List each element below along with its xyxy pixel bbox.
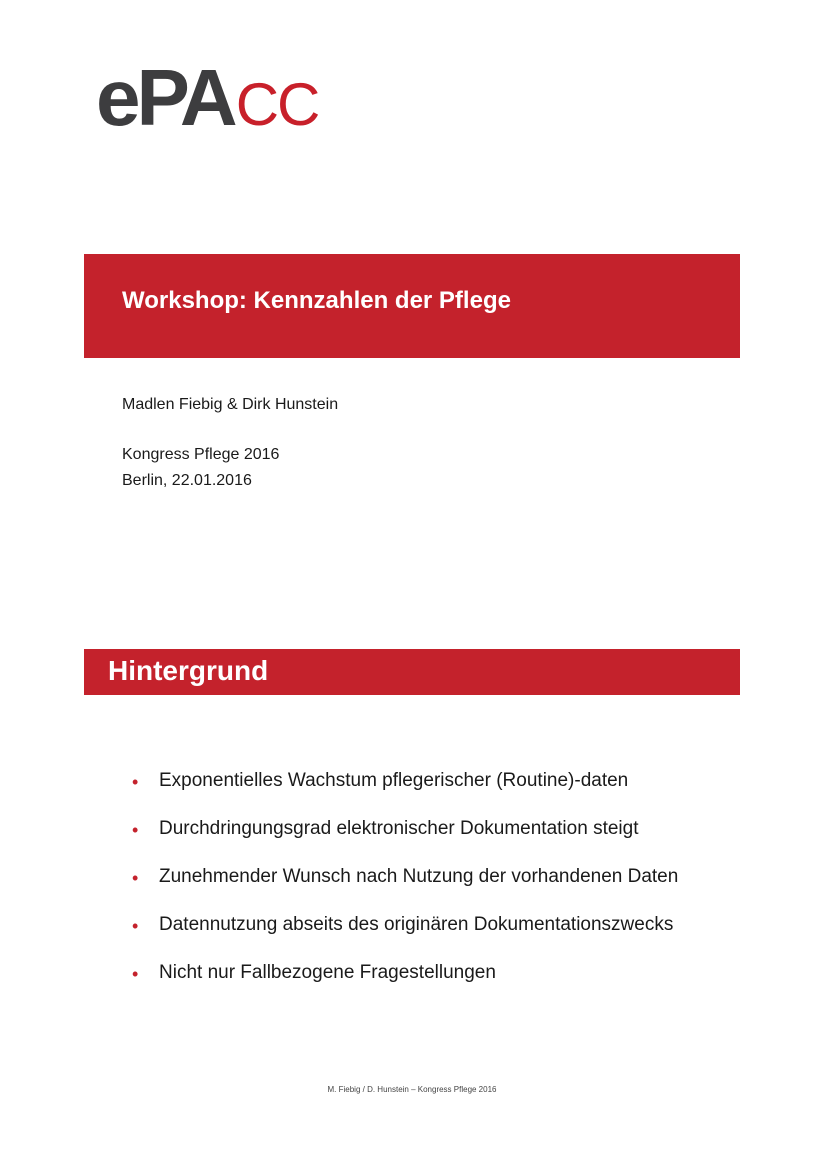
bullet-text: Datennutzung abseits des originären Dokumentationszwecks bbox=[159, 914, 674, 935]
bullet-text: Exponentielles Wachstum pflegerischer (Routine)-daten bbox=[159, 770, 629, 791]
section-band bbox=[84, 649, 740, 695]
authors: Madlen Fiebig & Dirk Hunstein bbox=[122, 396, 339, 413]
event-name: Kongress Pflege 2016 bbox=[122, 446, 280, 463]
bullet-icon: • bbox=[132, 964, 139, 984]
epacc-logo bbox=[96, 53, 319, 142]
place-date: Berlin, 22.01.2016 bbox=[122, 472, 252, 489]
bullet-icon: • bbox=[132, 868, 139, 888]
bullet-icon: • bbox=[132, 916, 139, 936]
section-heading: Hintergrund bbox=[108, 655, 269, 686]
page-footer: M. Fiebig / D. Hunstein – Kongress Pflege 2016 bbox=[327, 1085, 497, 1094]
bullet-icon: • bbox=[132, 772, 139, 792]
bullet-icon: • bbox=[132, 820, 139, 840]
bullet-text: Durchdringungsgrad elektronischer Dokumentation steigt bbox=[159, 818, 639, 839]
bullet-text: Zunehmender Wunsch nach Nutzung der vorhandenen Daten bbox=[159, 866, 679, 887]
title-band bbox=[84, 254, 740, 358]
page-title: Workshop: Kennzahlen der Pflege bbox=[122, 287, 511, 314]
logo-main-text: ePA bbox=[96, 53, 234, 142]
bullet-text: Nicht nur Fallbezogene Fragestellungen bbox=[159, 962, 496, 983]
logo-sub-text: CC bbox=[235, 71, 319, 138]
